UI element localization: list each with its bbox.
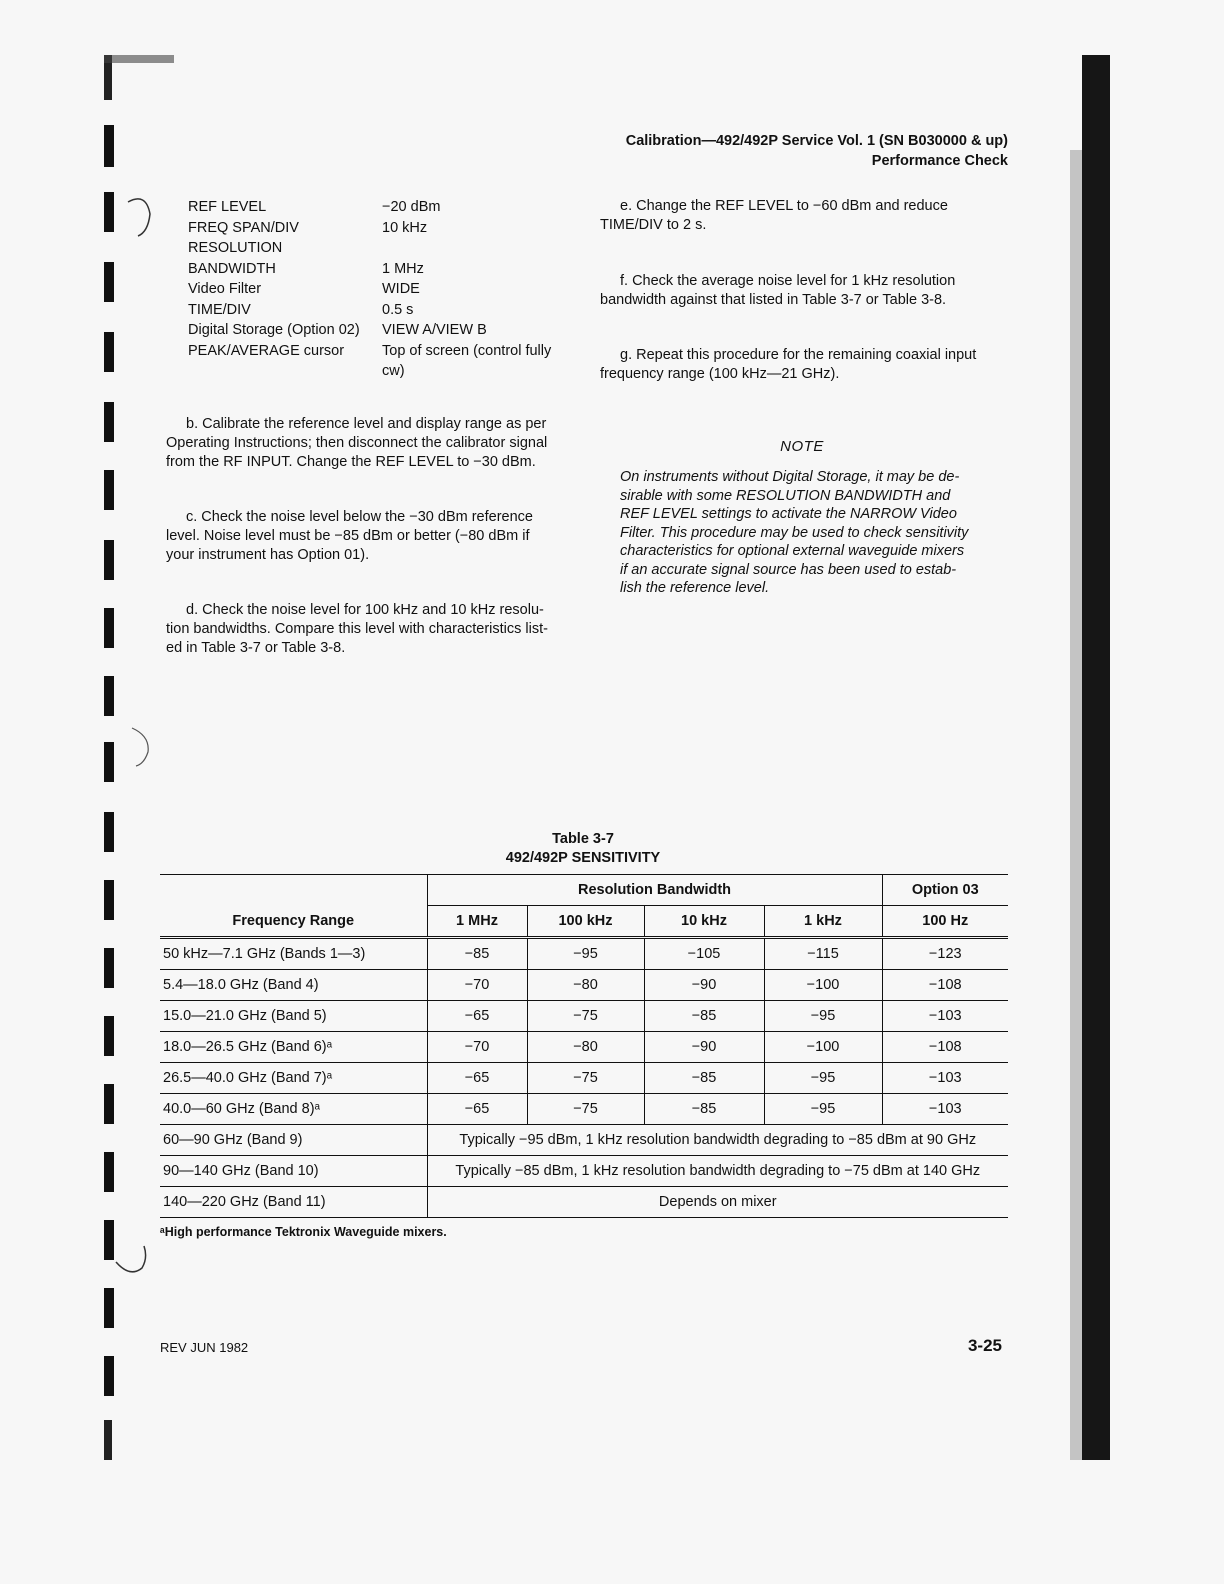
setting-label: Video Filter [188,281,262,297]
option-03-header: Option 03 [882,875,1008,906]
sensitivity-value-cell: −95 [764,1001,882,1032]
step-line: from the RF INPUT. Change the REF LEVEL to −30 dBm. [166,454,536,470]
setting-label: FREQ SPAN/DIV [188,219,299,236]
note-body [620,468,988,598]
setting-value: WIDE [382,281,420,297]
note-line: Filter. This procedure may be used to check sensitivity [620,524,969,541]
frequency-range-cell: 15.0—21.0 GHz (Band 5) [160,1001,427,1032]
setting-row [188,320,578,341]
binder-mark [104,1152,114,1192]
table-number: Table 3-7 [552,831,614,847]
sensitivity-value-cell: −115 [764,938,882,970]
note-line: On instruments without Digital Storage, it may be de- [620,469,960,485]
sensitivity-value-cell: −95 [527,938,644,970]
step-line: level. Noise level must be −85 dBm or better (−80 dBm if [166,528,530,544]
scan-corner-bottom [104,1420,112,1460]
header-section: Performance Check [871,153,1008,169]
col-header: 10 kHz [644,906,764,938]
table-column-header-row [160,906,1008,938]
binder-mark [104,540,114,580]
sensitivity-value-cell: −75 [527,1063,644,1094]
step-line: e. Change the REF LEVEL to −60 dBm and reduce [620,198,948,214]
setting-value: Top of screen (control fully [382,342,552,359]
binder-mark [104,608,114,648]
setting-value: 10 kHz [382,219,428,236]
table-name: 492/492P SENSITIVITY [505,850,661,866]
sensitivity-span-cell: Typically −95 dBm, 1 kHz resolution bandwidth degrading to −85 dBm at 90 GHz [459,1132,977,1148]
sensitivity-value-cell: −90 [644,970,764,1001]
binder-mark [104,742,114,782]
frequency-range-cell: 26.5—40.0 GHz (Band 7)ᵃ [160,1063,427,1094]
step-line: your instrument has Option 01). [166,547,370,563]
resolution-bandwidth-header: Resolution Bandwidth [427,875,882,906]
sensitivity-value-cell: −85 [427,938,527,970]
table-row [160,1094,1008,1125]
step-line: bandwidth against that listed in Table 3-7 or Table 3-8. [600,292,947,308]
step-line: g. Repeat this procedure for the remaining coaxial input [620,347,977,363]
step-e [600,197,1006,235]
binder-mark [104,262,114,302]
sensitivity-value-cell: −100 [764,970,882,1001]
setting-label: PEAK/AVERAGE cursor [188,342,345,359]
frequency-range-cell: 40.0—60 GHz (Band 8)ᵃ [160,1094,427,1125]
step-b [166,415,563,472]
col-header: 100 kHz [527,906,644,938]
sensitivity-value-cell: −65 [427,1063,527,1094]
table-row [160,938,1008,970]
step-line: frequency range (100 kHz—21 GHz). [600,366,840,382]
sensitivity-value-cell: −80 [527,970,644,1001]
binder-mark [104,402,114,442]
binder-mark [104,125,114,167]
sensitivity-value-cell: −95 [764,1094,882,1125]
sensitivity-value-cell: −100 [764,1032,882,1063]
sensitivity-value-cell: −65 [427,1094,527,1125]
note-line: characteristics for optional external waveguide mixers [620,543,965,559]
table-row [160,1156,1008,1187]
frequency-range-cell: 50 kHz—7.1 GHz (Bands 1—3) [160,938,427,970]
setting-label: BANDWIDTH [188,260,276,277]
binder-mark [104,470,114,510]
binder-mark [104,332,114,372]
setting-row [188,238,578,259]
step-line: ed in Table 3-7 or Table 3-8. [166,640,346,656]
setting-row [188,361,578,382]
revision-date: REV JUN 1982 [160,1340,249,1355]
setting-value: 1 MHz [382,260,424,277]
sensitivity-value-cell: −95 [764,1063,882,1094]
sensitivity-value-cell: −108 [928,977,962,993]
table-title [430,830,736,868]
sensitivity-span-cell: Depends on mixer [658,1194,777,1210]
frequency-range-cell: 5.4—18.0 GHz (Band 4) [160,970,427,1001]
note-line: if an accurate signal source has been used to estab- [620,561,957,578]
col-header: 100 Hz [922,913,969,929]
step-g [600,346,1006,384]
page-edge [1082,55,1110,1460]
setting-value: cw) [382,363,405,379]
scan-corner-top-bar [104,55,174,63]
freq-header-spacer [160,875,427,906]
binder-mark [104,1288,114,1328]
hole-punch-arc [124,722,158,772]
setting-label [188,361,382,382]
step-line: c. Check the noise level below the −30 dBm reference [186,509,533,525]
setting-row [188,300,578,321]
sensitivity-value-cell: −85 [644,1001,764,1032]
setting-label: Digital Storage (Option 02) [188,322,360,338]
setting-row [188,218,578,239]
sensitivity-value-cell: −75 [527,1094,644,1125]
table-row [160,1063,1008,1094]
step-line: tion bandwidths. Compare this level with characteristics list- [166,621,548,637]
col-header: 1 MHz [427,906,527,938]
sensitivity-value-cell: −70 [427,970,527,1001]
running-header [560,131,1008,171]
step-f [600,272,1006,310]
sensitivity-value-cell: −105 [644,938,764,970]
setting-value: VIEW A/VIEW B [382,322,487,338]
step-line: b. Calibrate the reference level and display range as per [186,416,547,432]
frequency-range-cell: 60—90 GHz (Band 9) [160,1125,427,1156]
binder-mark [104,812,114,852]
table-row [160,1032,1008,1063]
note-line: sirable with some RESOLUTION BANDWIDTH and [620,487,951,504]
sensitivity-value-cell: −85 [644,1063,764,1094]
table-row [160,1001,1008,1032]
sensitivity-value-cell: −70 [427,1032,527,1063]
page-number: 3-25 [967,1336,1002,1355]
sensitivity-value-cell: −103 [928,1008,962,1024]
binder-mark [104,880,114,920]
table-footnote: ᵃHigh performance Tektronix Waveguide mixers. [160,1225,447,1239]
note-line: REF LEVEL settings to activate the NARROW Video [620,506,957,522]
note-title: NOTE [780,438,824,455]
frequency-range-header: Frequency Range [160,906,427,938]
note-line: lish the reference level. [620,580,770,596]
sensitivity-value-cell: −90 [644,1032,764,1063]
table-group-header-row [160,875,1008,906]
sensitivity-table [160,874,1008,1218]
setting-value: 0.5 s [382,301,414,318]
sensitivity-value-cell: −80 [527,1032,644,1063]
setting-value: −20 dBm [382,199,441,215]
binder-mark [104,676,114,716]
step-line: d. Check the noise level for 100 kHz and 10 kHz resolu- [186,602,544,618]
setting-row [188,197,578,218]
header-title: Calibration—492/492P Service Vol. 1 (SN B030000 & up) [625,133,1008,149]
sensitivity-value-cell: −75 [527,1001,644,1032]
step-line: Operating Instructions; then disconnect the calibrator signal [166,435,548,451]
sensitivity-value-cell: −108 [928,1039,962,1055]
sensitivity-span-cell: Typically −85 dBm, 1 kHz resolution bandwidth degrading to −75 dBm at 140 GHz [455,1163,981,1179]
col-header: 1 kHz [764,906,882,938]
binder-mark [104,1084,114,1124]
sensitivity-value-cell: −103 [928,1101,962,1117]
binder-mark [104,1016,114,1056]
setting-label: TIME/DIV [188,301,251,318]
sensitivity-value-cell: −85 [644,1094,764,1125]
table-row [160,1187,1008,1218]
hole-punch-arc [124,192,158,242]
binder-mark [104,192,114,232]
setting-row [188,279,578,300]
sensitivity-value-cell: −65 [427,1001,527,1032]
setting-label: REF LEVEL [188,199,267,215]
step-line: TIME/DIV to 2 s. [600,217,707,233]
step-c [166,508,563,565]
setting-row [188,341,578,362]
binder-mark [104,948,114,988]
table-row [160,1125,1008,1156]
setting-label: RESOLUTION [188,240,283,256]
hole-punch-arc [112,1240,152,1280]
table-row [160,970,1008,1001]
binder-mark [104,1356,114,1396]
setting-row [188,259,578,280]
frequency-range-cell: 140—220 GHz (Band 11) [160,1187,427,1218]
frequency-range-cell: 90—140 GHz (Band 10) [160,1156,427,1187]
sensitivity-table-wrapper [160,874,1008,1218]
frequency-range-cell: 18.0—26.5 GHz (Band 6)ᵃ [160,1032,427,1063]
sensitivity-value-cell: −123 [928,946,962,962]
settings-list [188,197,578,382]
step-d [166,601,563,658]
sensitivity-value-cell: −103 [928,1070,962,1086]
step-line: f. Check the average noise level for 1 kHz resolution [620,273,956,289]
